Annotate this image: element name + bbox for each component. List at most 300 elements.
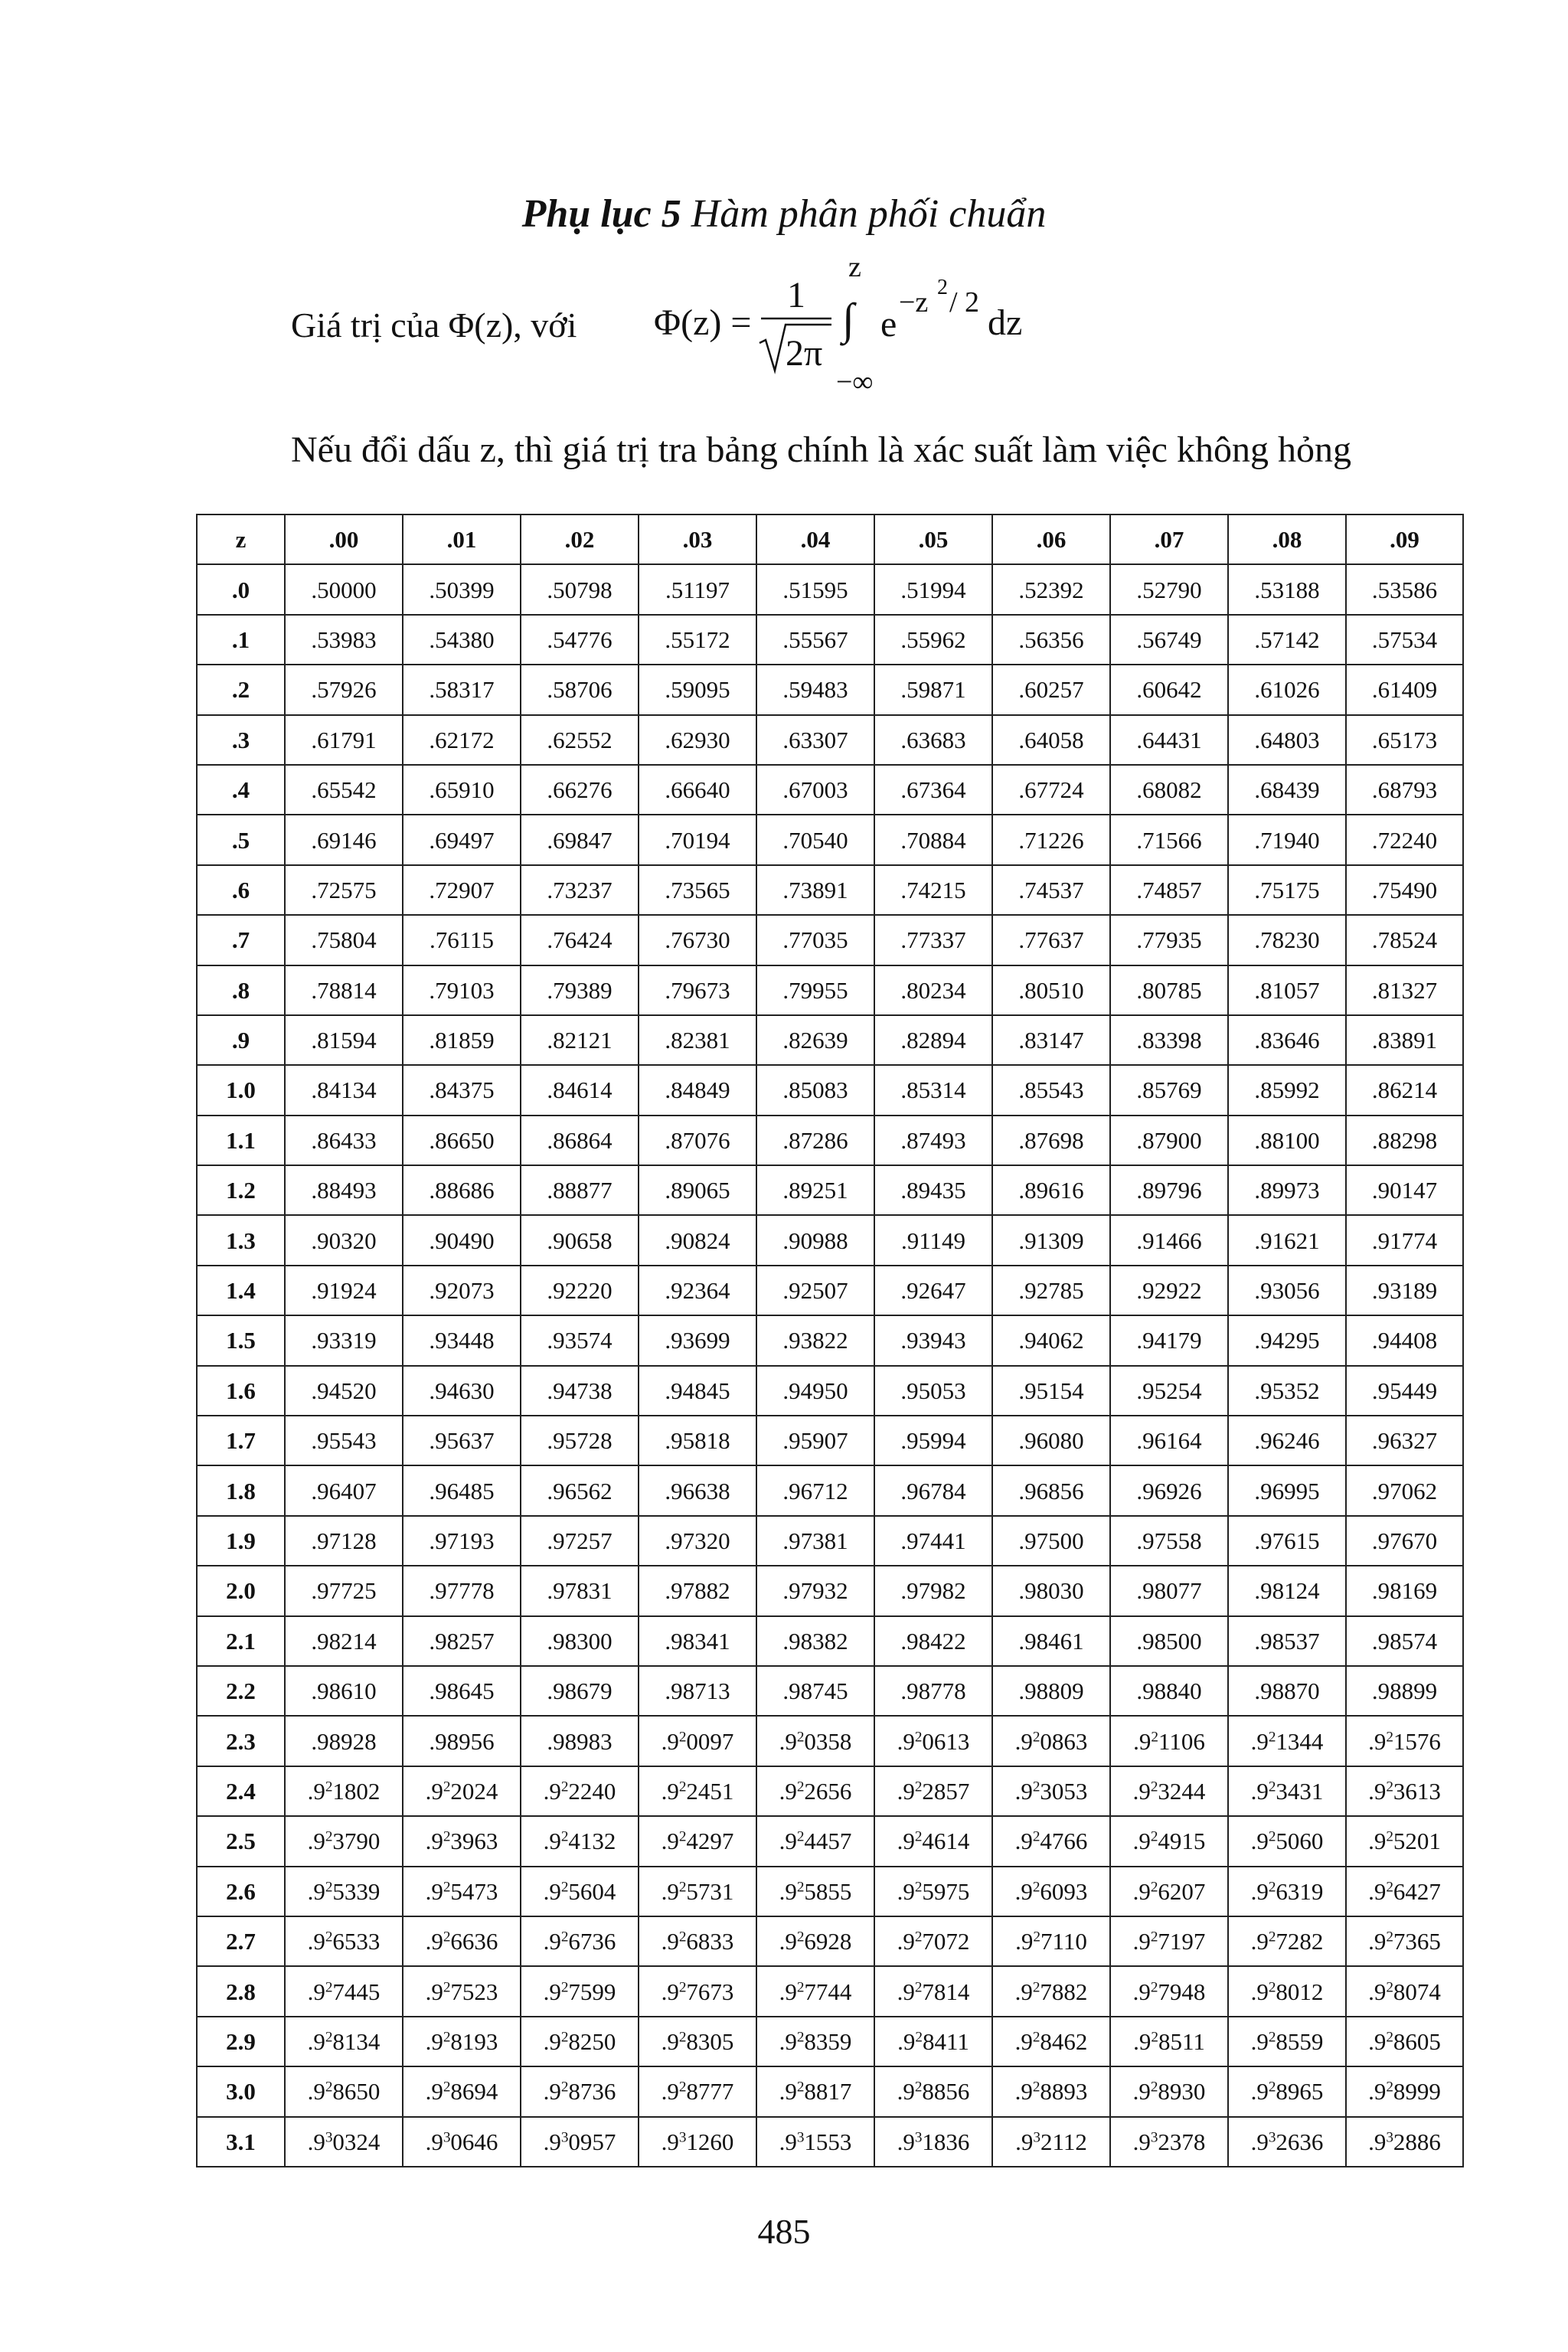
table-cell: $.9^28694$ (403, 2066, 521, 2116)
table-cell: .98840 (1110, 1666, 1228, 1716)
table-cell: $.9^32378$ (1110, 2117, 1228, 2167)
row-z-value: .7 (197, 915, 285, 965)
table-cell: .89065 (639, 1165, 756, 1215)
repeat-nine-count: 2 (1268, 1929, 1276, 1945)
table-cell: .88298 (1346, 1116, 1463, 1165)
table-cell: .85083 (756, 1065, 874, 1115)
table-cell: .82381 (639, 1015, 756, 1065)
table-cell: $.9^22451$ (639, 1766, 756, 1816)
row-z-value: .8 (197, 965, 285, 1015)
repeat-nine-count: 3 (1150, 2129, 1158, 2146)
column-header: .06 (992, 514, 1110, 564)
repeat-nine-count: 2 (678, 1978, 687, 1995)
repeat-nine-count: 2 (1386, 1978, 1393, 1995)
table-row (197, 1616, 1463, 1666)
table-cell: .97615 (1228, 1516, 1346, 1566)
repeat-nine-count: 3 (325, 2129, 333, 2146)
repeat-nine-count: 2 (678, 1879, 687, 1896)
table-cell: .53983 (285, 615, 403, 665)
table-cell: .93699 (639, 1315, 756, 1365)
table-cell: .87076 (639, 1116, 756, 1165)
table-row (197, 1065, 1463, 1115)
repeat-nine-count: 2 (796, 1828, 805, 1845)
row-z-value: 2.2 (197, 1666, 285, 1716)
table-cell: .98500 (1110, 1616, 1228, 1666)
repeat-nine-count: 3 (443, 2129, 451, 2146)
row-z-value: .1 (197, 615, 285, 665)
table-cell: .98574 (1346, 1616, 1463, 1666)
table-row (197, 815, 1463, 864)
table-cell: $.9^26636$ (403, 1916, 521, 1966)
integral-upper-limit: z (848, 251, 861, 283)
table-row (197, 1116, 1463, 1165)
repeat-nine-count: 3 (796, 2129, 805, 2146)
table-cell: .69497 (403, 815, 521, 864)
repeat-nine-count: 2 (1386, 1729, 1393, 1745)
table-cell: .90490 (403, 1215, 521, 1265)
row-z-value: 2.5 (197, 1816, 285, 1866)
table-cell: .98257 (403, 1616, 521, 1666)
repeat-nine-count: 3 (1033, 2129, 1040, 2146)
table-cell: .98713 (639, 1666, 756, 1716)
table-cell: $.9^20863$ (992, 1716, 1110, 1766)
table-cell: $.9^22857$ (874, 1766, 992, 1816)
table-cell: .71226 (992, 815, 1110, 864)
row-z-value: 3.1 (197, 2117, 285, 2167)
table-cell: .94408 (1346, 1315, 1463, 1365)
repeat-nine-count: 3 (560, 2129, 569, 2146)
repeat-nine-count: 2 (678, 1828, 687, 1845)
table-cell: $.9^23790$ (285, 1816, 403, 1866)
table-cell: .64431 (1110, 715, 1228, 765)
table-cell: $.9^25975$ (874, 1867, 992, 1916)
table-cell: .98077 (1110, 1566, 1228, 1615)
table-cell: .57926 (285, 665, 403, 714)
table-cell: $.9^31260$ (639, 2117, 756, 2167)
row-z-value: 1.0 (197, 1065, 285, 1115)
table-cell: $.9^20358$ (756, 1716, 874, 1766)
table-cell: .74215 (874, 865, 992, 915)
row-z-value: 2.3 (197, 1716, 285, 1766)
row-z-value: .2 (197, 665, 285, 714)
table-cell: .81859 (403, 1015, 521, 1065)
table-cell: .65542 (285, 765, 403, 815)
table-cell: .68439 (1228, 765, 1346, 815)
table-cell: .92785 (992, 1266, 1110, 1315)
table-cell: .80785 (1110, 965, 1228, 1015)
table-cell: .95053 (874, 1366, 992, 1416)
row-z-value: 2.6 (197, 1867, 285, 1916)
formula-lhs: Φ(z) = (654, 302, 752, 343)
table-cell: $.9^25855$ (756, 1867, 874, 1916)
repeat-nine-count: 2 (915, 2029, 923, 2046)
table-row (197, 1465, 1463, 1515)
table-cell: $.9^26319$ (1228, 1867, 1346, 1916)
table-row (197, 1266, 1463, 1315)
table-cell: $.9^32886$ (1346, 2117, 1463, 2167)
table-cell: .98809 (992, 1666, 1110, 1716)
table-cell: .90147 (1346, 1165, 1463, 1215)
table-cell: $.9^32636$ (1228, 2117, 1346, 2167)
table-cell: $.9^28856$ (874, 2066, 992, 2116)
repeat-nine-count: 2 (1386, 2029, 1393, 2046)
column-header: .09 (1346, 514, 1463, 564)
table-cell: .55962 (874, 615, 992, 665)
table-cell: .95728 (521, 1416, 639, 1465)
table-cell: .84134 (285, 1065, 403, 1115)
table-cell: .83891 (1346, 1015, 1463, 1065)
row-z-value: 2.9 (197, 2017, 285, 2066)
table-cell: $.9^27882$ (992, 1966, 1110, 2016)
page-title (0, 190, 1568, 239)
table-row (197, 1916, 1463, 1966)
table-cell: .90824 (639, 1215, 756, 1265)
table-cell: $.9^32112$ (992, 2117, 1110, 2167)
repeat-nine-count: 2 (1151, 2029, 1158, 2046)
table-cell: .96856 (992, 1465, 1110, 1515)
table-cell: $.9^22656$ (756, 1766, 874, 1816)
repeat-nine-count: 2 (914, 1978, 923, 1995)
table-cell: $.9^27814$ (874, 1966, 992, 2016)
table-cell: .90320 (285, 1215, 403, 1265)
table-cell: .77935 (1110, 915, 1228, 965)
table-cell: .98983 (521, 1716, 639, 1766)
table-cell: $.9^28074$ (1346, 1966, 1463, 2016)
repeat-nine-count: 2 (325, 1929, 333, 1945)
table-cell: .96080 (992, 1416, 1110, 1465)
column-header: .04 (756, 514, 874, 564)
table-cell: .95154 (992, 1366, 1110, 1416)
table-cell: .67724 (992, 765, 1110, 815)
repeat-nine-count: 2 (914, 1929, 923, 1945)
table-cell: .78230 (1228, 915, 1346, 965)
table-cell: .98169 (1346, 1566, 1463, 1615)
repeat-nine-count: 2 (325, 2029, 333, 2046)
table-cell: .86214 (1346, 1065, 1463, 1115)
table-cell: .92922 (1110, 1266, 1228, 1315)
integrand-base: e (880, 304, 897, 345)
table-cell: $.9^26427$ (1346, 1867, 1463, 1916)
table-cell: .88686 (403, 1165, 521, 1215)
repeat-nine-count: 2 (1150, 1779, 1158, 1795)
table-cell: .94179 (1110, 1315, 1228, 1365)
table-cell: .57534 (1346, 615, 1463, 665)
table-cell: $.9^28817$ (756, 2066, 874, 2116)
table-cell: .86433 (285, 1116, 403, 1165)
table-cell: $.9^21802$ (285, 1766, 403, 1816)
table-row (197, 1416, 1463, 1465)
table-cell: .85992 (1228, 1065, 1346, 1115)
table-cell: $.9^26833$ (639, 1916, 756, 1966)
repeat-nine-count: 2 (1268, 1978, 1276, 1995)
row-z-value: 1.4 (197, 1266, 285, 1315)
table-cell: .50798 (521, 564, 639, 614)
table-row (197, 1566, 1463, 1615)
column-header: .02 (521, 514, 639, 564)
table-row (197, 2066, 1463, 2116)
table-cell: .94950 (756, 1366, 874, 1416)
table-cell: .90988 (756, 1215, 874, 1265)
table-cell: .95352 (1228, 1366, 1346, 1416)
table-cell: $.9^28511$ (1110, 2017, 1228, 2066)
table-cell: .55567 (756, 615, 874, 665)
table-row (197, 1366, 1463, 1416)
row-z-value: 2.1 (197, 1616, 285, 1666)
table-cell: $.9^26533$ (285, 1916, 403, 1966)
table-cell: .75175 (1228, 865, 1346, 915)
table-cell: .88100 (1228, 1116, 1346, 1165)
table-cell: $.9^27673$ (639, 1966, 756, 2016)
table-cell: .94520 (285, 1366, 403, 1416)
table-row (197, 915, 1463, 965)
table-row (197, 1215, 1463, 1265)
table-cell: .89973 (1228, 1165, 1346, 1215)
table-cell: .64803 (1228, 715, 1346, 765)
repeat-nine-count: 2 (914, 1729, 923, 1745)
table-cell: .98461 (992, 1616, 1110, 1666)
row-z-value: .6 (197, 865, 285, 915)
table-cell: .56356 (992, 615, 1110, 665)
table-cell: $.9^25060$ (1228, 1816, 1346, 1866)
table-cell: $.9^28930$ (1110, 2066, 1228, 2116)
table-row (197, 765, 1463, 815)
table-cell: $.9^22240$ (521, 1766, 639, 1816)
table-cell: $.9^28650$ (285, 2066, 403, 2116)
table-cell: $.9^31836$ (874, 2117, 992, 2167)
table-row (197, 1516, 1463, 1566)
table-cell: .95818 (639, 1416, 756, 1465)
integral-lower-limit: −∞ (836, 366, 874, 398)
row-z-value: 1.2 (197, 1165, 285, 1215)
phi-formula (654, 245, 1052, 406)
table-cell: $.9^28359$ (756, 2017, 874, 2066)
table-cell: .87286 (756, 1116, 874, 1165)
table-cell: $.9^25731$ (639, 1867, 756, 1916)
repeat-nine-count: 2 (560, 1779, 569, 1795)
table-cell: .84849 (639, 1065, 756, 1115)
fraction-numerator: 1 (787, 275, 805, 315)
table-cell: .91621 (1228, 1215, 1346, 1265)
table-cell: .77035 (756, 915, 874, 965)
table-cell: $.9^24766$ (992, 1816, 1110, 1866)
table-cell: .81594 (285, 1015, 403, 1065)
table-cell: .70540 (756, 815, 874, 864)
table-cell: .97062 (1346, 1465, 1463, 1515)
repeat-nine-count: 2 (443, 1879, 451, 1896)
table-cell: $.9^27948$ (1110, 1966, 1228, 2016)
table-cell: .88877 (521, 1165, 639, 1215)
table-cell: .97441 (874, 1516, 992, 1566)
row-z-value: 1.8 (197, 1465, 285, 1515)
table-cell: .96995 (1228, 1465, 1346, 1515)
table-cell: .86650 (403, 1116, 521, 1165)
table-cell: .93319 (285, 1315, 403, 1365)
table-cell: .96784 (874, 1465, 992, 1515)
repeat-nine-count: 2 (1268, 1879, 1276, 1896)
table-header-row (197, 514, 1463, 564)
table-cell: .67364 (874, 765, 992, 815)
repeat-nine-count: 2 (1268, 1779, 1276, 1795)
table-cell: .98610 (285, 1666, 403, 1716)
repeat-nine-count: 2 (1386, 1828, 1393, 1845)
row-z-value: .5 (197, 815, 285, 864)
repeat-nine-count: 2 (325, 1828, 333, 1845)
table-cell: .92220 (521, 1266, 639, 1315)
integral-sign: ∫ (842, 294, 854, 344)
table-cell: $.9^21344$ (1228, 1716, 1346, 1766)
table-cell: .83646 (1228, 1015, 1346, 1065)
table-cell: .98214 (285, 1616, 403, 1666)
column-header-z: z (197, 514, 285, 564)
row-z-value: 1.9 (197, 1516, 285, 1566)
title-text: Hàm phân phối chuẩn (681, 192, 1047, 236)
table-cell: .53188 (1228, 564, 1346, 614)
repeat-nine-count: 2 (1033, 1929, 1040, 1945)
table-cell: .93943 (874, 1315, 992, 1365)
table-cell: .97982 (874, 1566, 992, 1615)
table-cell: .94062 (992, 1315, 1110, 1365)
repeat-nine-count: 2 (1150, 1929, 1158, 1945)
column-header: .07 (1110, 514, 1228, 564)
repeat-nine-count: 2 (1150, 1828, 1158, 1845)
normal-distribution-table (196, 514, 1464, 2167)
table-cell: .97193 (403, 1516, 521, 1566)
table-cell: $.9^30324$ (285, 2117, 403, 2167)
table-cell: .89251 (756, 1165, 874, 1215)
table-cell: .59483 (756, 665, 874, 714)
table-cell: $.9^26736$ (521, 1916, 639, 1966)
table-cell: $.9^27072$ (874, 1916, 992, 1966)
table-cell: .91309 (992, 1215, 1110, 1265)
table-cell: .62930 (639, 715, 756, 765)
table-cell: $.9^25339$ (285, 1867, 403, 1916)
table-cell: .95637 (403, 1416, 521, 1465)
table-cell: .94845 (639, 1366, 756, 1416)
table-cell: .63307 (756, 715, 874, 765)
table-cell: .91466 (1110, 1215, 1228, 1265)
exponent-power: 2 (937, 276, 948, 299)
row-z-value: 1.6 (197, 1366, 285, 1416)
table-cell: .97778 (403, 1566, 521, 1615)
repeat-nine-count: 2 (560, 1879, 569, 1896)
table-cell: .97882 (639, 1566, 756, 1615)
row-z-value: .0 (197, 564, 285, 614)
repeat-nine-count: 2 (1268, 2079, 1276, 2096)
table-cell: $.9^25473$ (403, 1867, 521, 1916)
table-cell: .96407 (285, 1465, 403, 1515)
table-cell: .69146 (285, 815, 403, 864)
table-row (197, 2117, 1463, 2167)
row-z-value: .9 (197, 1015, 285, 1065)
repeat-nine-count: 2 (325, 2079, 333, 2096)
table-cell: .90658 (521, 1215, 639, 1265)
table-cell: .60642 (1110, 665, 1228, 714)
table-cell: .98341 (639, 1616, 756, 1666)
table-cell: $.9^27744$ (756, 1966, 874, 2016)
table-cell: .52790 (1110, 564, 1228, 614)
repeat-nine-count: 2 (796, 1929, 805, 1945)
table-row (197, 1165, 1463, 1215)
repeat-nine-count: 2 (678, 1779, 687, 1795)
table-cell: $.9^23053$ (992, 1766, 1110, 1816)
table-cell: .68793 (1346, 765, 1463, 815)
column-header: .03 (639, 514, 756, 564)
table-cell: .93056 (1228, 1266, 1346, 1315)
row-z-value: 2.8 (197, 1966, 285, 2016)
repeat-nine-count: 3 (678, 2129, 687, 2146)
table-cell: .95543 (285, 1416, 403, 1465)
row-z-value: 1.5 (197, 1315, 285, 1365)
table-cell: .58317 (403, 665, 521, 714)
table-cell: .61026 (1228, 665, 1346, 714)
table-cell: $.9^28462$ (992, 2017, 1110, 2066)
table-cell: $.9^24915$ (1110, 1816, 1228, 1866)
table-cell: .96712 (756, 1465, 874, 1515)
table-cell: .88493 (285, 1165, 403, 1215)
table-cell: .60257 (992, 665, 1110, 714)
table-cell: .91924 (285, 1266, 403, 1315)
table-cell: .54380 (403, 615, 521, 665)
table-cell: .98745 (756, 1666, 874, 1716)
table-cell: $.9^24132$ (521, 1816, 639, 1866)
table-cell: .74537 (992, 865, 1110, 915)
table-cell: .54776 (521, 615, 639, 665)
table-cell: $.9^28134$ (285, 2017, 403, 2066)
table-cell: .98870 (1228, 1666, 1346, 1716)
table-cell: .70884 (874, 815, 992, 864)
table-cell: .87698 (992, 1116, 1110, 1165)
table-cell: $.9^28999$ (1346, 2066, 1463, 2116)
table-cell: .81057 (1228, 965, 1346, 1015)
repeat-nine-count: 3 (1386, 2129, 1393, 2146)
fraction-denominator: 2π (786, 333, 823, 374)
table-cell: .51595 (756, 564, 874, 614)
table-cell: .92647 (874, 1266, 992, 1315)
repeat-nine-count: 2 (678, 2079, 687, 2096)
table-cell: .61409 (1346, 665, 1463, 714)
table-cell: .76115 (403, 915, 521, 965)
table-cell: .97725 (285, 1566, 403, 1615)
repeat-nine-count: 2 (1151, 1729, 1158, 1745)
table-cell: $.9^23963$ (403, 1816, 521, 1866)
table-cell: .63683 (874, 715, 992, 765)
repeat-nine-count: 2 (560, 1929, 569, 1945)
table-cell: .83147 (992, 1015, 1110, 1065)
row-z-value: .3 (197, 715, 285, 765)
table-cell: .96164 (1110, 1416, 1228, 1465)
repeat-nine-count: 2 (1032, 2079, 1040, 2096)
repeat-nine-count: 2 (796, 1879, 805, 1896)
table-cell: .79103 (403, 965, 521, 1015)
table-row (197, 1867, 1463, 1916)
table-cell: .94630 (403, 1366, 521, 1416)
table-cell: .59095 (639, 665, 756, 714)
table-cell: .68082 (1110, 765, 1228, 815)
repeat-nine-count: 2 (1268, 1828, 1276, 1845)
table-cell: $.9^30646$ (403, 2117, 521, 2167)
table-cell: .93574 (521, 1315, 639, 1365)
row-z-value: 3.0 (197, 2066, 285, 2116)
formula-label: Giá trị của Φ(z), với (291, 305, 577, 345)
table-cell: .97500 (992, 1516, 1110, 1566)
table-cell: .50000 (285, 564, 403, 614)
table-cell: .75804 (285, 915, 403, 965)
table-cell: .84614 (521, 1065, 639, 1115)
table-cell: $.9^28777$ (639, 2066, 756, 2116)
table-cell: .72907 (403, 865, 521, 915)
table-cell: .98537 (1228, 1616, 1346, 1666)
table-row (197, 965, 1463, 1015)
